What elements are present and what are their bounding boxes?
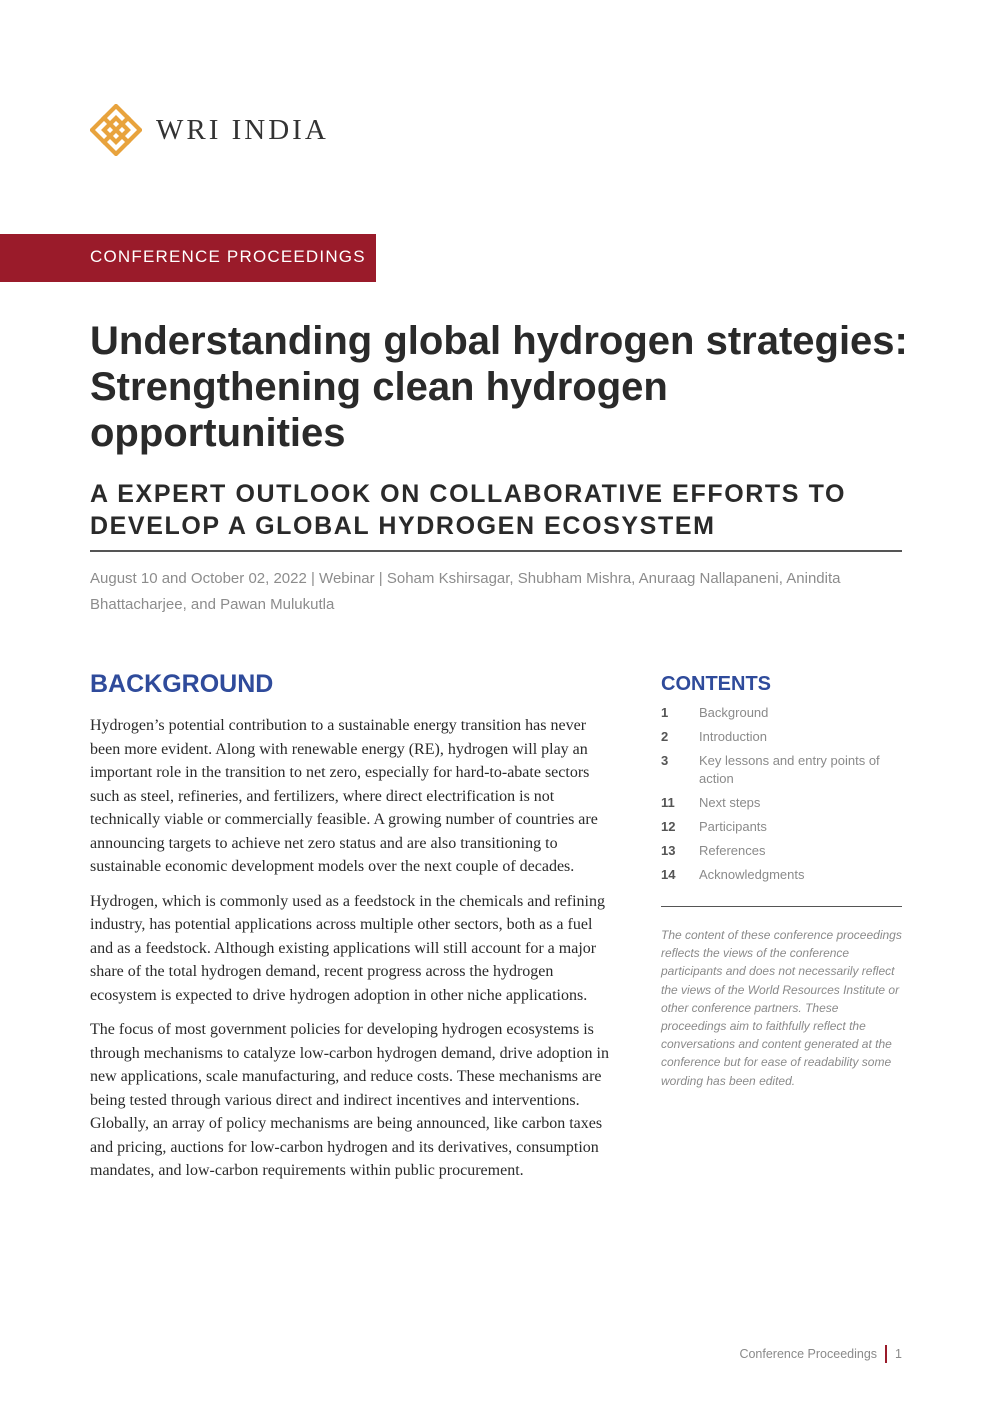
toc-label: References — [699, 843, 766, 858]
toc-item-acknowledgments[interactable] — [661, 866, 902, 884]
toc-item-next-steps[interactable] — [661, 794, 902, 812]
toc-page-number: 14 — [661, 867, 676, 882]
toc-label: Background — [699, 705, 769, 720]
toc-page-number: 11 — [661, 795, 675, 810]
document-title: Understanding global hydrogen strategies: Strengthening clean hydrogen opportunities — [90, 319, 908, 455]
footer-divider — [885, 1345, 887, 1363]
toc-item-key-lessons[interactable] — [661, 752, 902, 788]
section-heading-background: BACKGROUND — [90, 670, 274, 698]
title-divider — [90, 550, 902, 552]
toc-page-number: 13 — [661, 843, 676, 858]
body-paragraph: The focus of most government policies for developing hydrogen ecosystems is through mechanisms to catalyze low-carbon hydrogen demand, drive adoption in new applications, scale manufacturing, and reduce costs. These mechanisms are being tested through various direct and indirect incentives and interventions. Globally, an array of policy mechanisms are being announced, like carbon taxes and pricing, auctions for low-carbon hydrogen and its derivatives, consumption mandates, and low-carbon requirements within public procurement. — [90, 1021, 609, 1179]
toc-page-number: 12 — [661, 819, 676, 834]
toc-item-introduction[interactable] — [661, 728, 902, 746]
contents-heading: CONTENTS — [661, 673, 771, 695]
background-body — [90, 714, 616, 1194]
disclaimer-note: The content of these conference proceedings reflects the views of the conference participants and does not necessarily reflect the views of the World Resources Institute or other conference partners. These proceedings aim to faithfully reflect the conversations and content generated at the conference but for ease of readability some wording has been edited. — [661, 928, 902, 1088]
contents-divider — [661, 906, 902, 907]
toc-label: Next steps — [699, 795, 761, 810]
event-meta: August 10 and October 02, 2022 | Webinar | Soham Kshirsagar, Shubham Mishra, Anuraag Nallapaneni, Anindita Bhattacharjee, and Pawan Mulukutla — [90, 570, 841, 613]
document-subtitle: A EXPERT OUTLOOK ON COLLABORATIVE EFFORTS TO DEVELOP A GLOBAL HYDROGEN ECOSYSTEM — [90, 480, 847, 540]
table-of-contents — [661, 704, 902, 890]
footer-label: Conference Proceedings — [739, 1347, 878, 1361]
toc-label: Introduction — [699, 729, 767, 744]
body-paragraph: Hydrogen’s potential contribution to a sustainable energy transition has never been more evident. Along with renewable energy (RE), hydrogen will play an important role in the transition to net zero, especially for hard-to-abate sectors such as steel, refineries, and fertilizers, where direct electrification is not technically viable or commercially feasible. A growing number of countries are announcing targets to achieve net zero status and are also transitioning to sustainable economic development models over the next couple of decades. — [90, 717, 598, 875]
toc-item-participants[interactable] — [661, 818, 902, 836]
toc-label: Key lessons and entry points of action — [699, 753, 880, 786]
toc-label: Participants — [699, 819, 767, 834]
banner-label: CONFERENCE PROCEEDINGS — [90, 247, 366, 266]
wri-india-logo — [90, 104, 329, 156]
wri-lattice-icon — [90, 104, 142, 156]
toc-page-number: 3 — [661, 753, 669, 768]
body-paragraph: Hydrogen, which is commonly used as a feedstock in the chemicals and refining industry, has potential applications across multiple other sectors, both as a fuel and as a feedstock. Although existing applications will still account for a major share of the total hydrogen demand, recent progress across the hydrogen ecosystem is expected to drive hydrogen adoption in other niche applications. — [90, 892, 605, 1004]
page-footer — [739, 1345, 902, 1363]
page-number: 1 — [895, 1347, 902, 1361]
toc-page-number: 2 — [661, 729, 669, 744]
toc-page-number: 1 — [661, 705, 669, 720]
toc-item-references[interactable] — [661, 842, 902, 860]
brand-name: WRI INDIA — [156, 113, 329, 146]
toc-label: Acknowledgments — [699, 867, 805, 882]
document-type-banner — [0, 234, 376, 282]
toc-item-background[interactable] — [661, 704, 902, 722]
